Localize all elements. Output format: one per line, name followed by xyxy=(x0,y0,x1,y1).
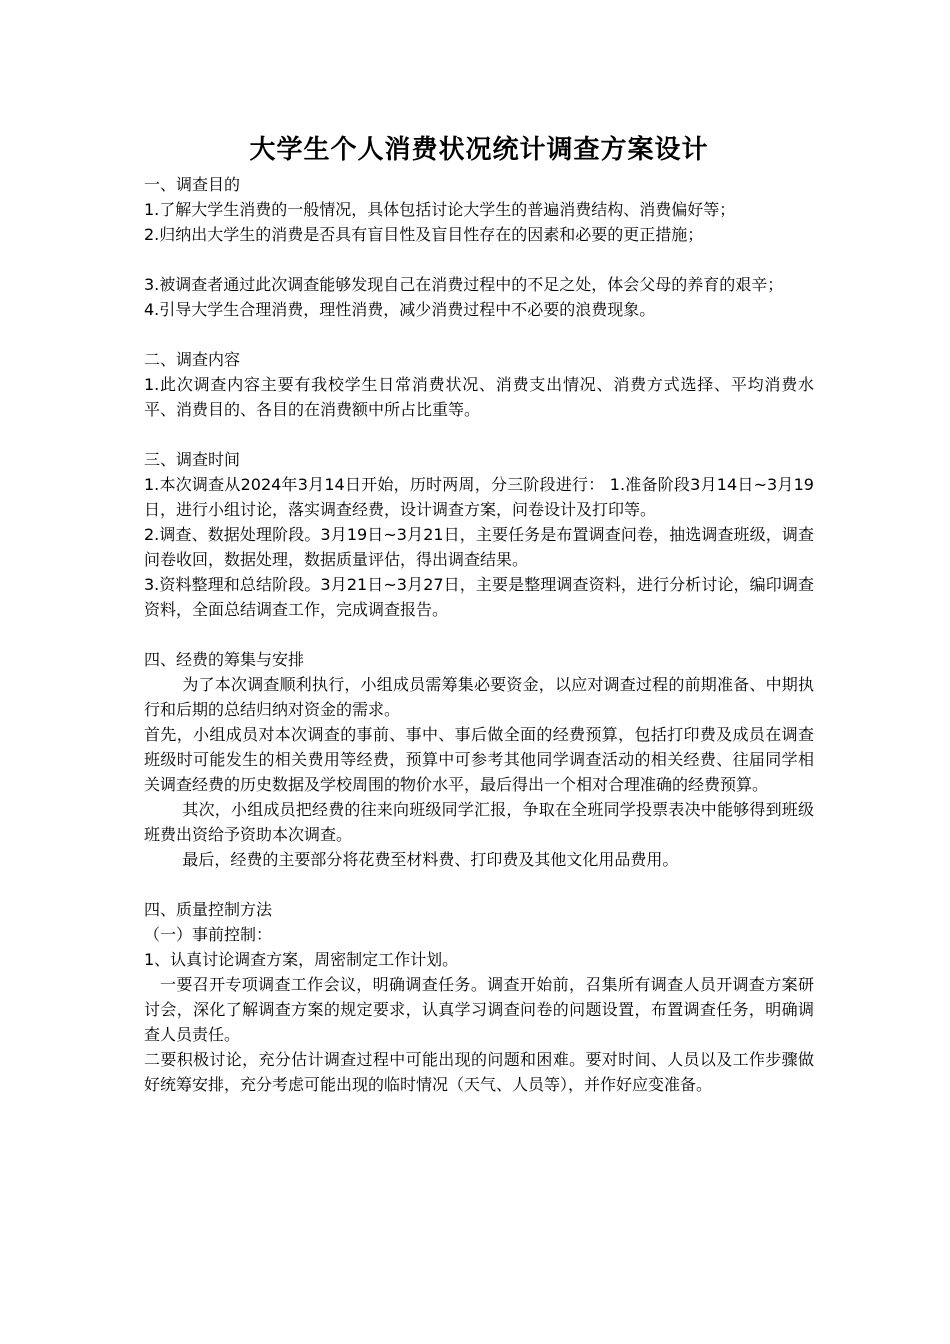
paragraph: 二要积极讨论，充分估计调查过程中可能出现的问题和困难。要对时间、人员以及工作步骤做好统筹安排，充分考虑可能出现的临时情况（天气、人员等），并作好应变准备。 xyxy=(144,1050,814,1094)
section-heading-purpose: 一、调查目的 xyxy=(144,175,241,194)
paragraph: 1.本次调查从2024年3月14日开始，历时两周，分三阶段进行： 1.准备阶段3月14日~3月19日，进行小组讨论，落实调查经费，设计调查方案，问卷设计及打印等。 xyxy=(144,475,814,519)
blank-line xyxy=(144,322,814,347)
blank-line xyxy=(144,422,814,447)
subsection-heading: （一）事前控制： xyxy=(144,925,273,944)
paragraph: 1.此次调查内容主要有我校学生日常消费状况、消费支出情况、消费方式选择、平均消费水平、消费目的、各目的在消费额中所占比重等。 xyxy=(144,375,814,419)
document-body xyxy=(144,172,814,1097)
blank-line xyxy=(144,247,814,272)
paragraph: 3.资料整理和总结阶段。3月21日~3月27日，主要是整理调查资料，进行分析讨论，编印调查资料，全面总结调查工作，完成调查报告。 xyxy=(144,575,814,619)
paragraph: 一要召开专项调查工作会议，明确调查任务。调查开始前，召集所有调查人员开调查方案研讨会，深化了解调查方案的规定要求，认真学习调查问卷的问题设置，布置调查任务，明确调查人员责任。 xyxy=(144,975,814,1044)
section-heading-content: 二、调查内容 xyxy=(144,350,241,369)
paragraph: 首先，小组成员对本次调查的事前、事中、事后做全面的经费预算，包括打印费及成员在调查班级时可能发生的相关费用等经费，预算中可参考其他同学调查活动的相关经费、往届同学相关调查经费的历史数据及学校周围的物价水平，最后得出一个相对合理准确的经费预算。 xyxy=(144,725,814,794)
section-heading-funding: 四、经费的筹集与安排 xyxy=(144,650,305,669)
paragraph: 4.引导大学生合理消费，理性消费，减少消费过程中不必要的浪费现象。 xyxy=(144,300,656,319)
paragraph: 最后，经费的主要部分将花费至材料费、打印费及其他文化用品费用。 xyxy=(182,850,679,869)
blank-line xyxy=(144,622,814,647)
document-page xyxy=(144,128,814,1097)
blank-line xyxy=(144,872,814,897)
paragraph: 其次，小组成员把经费的往来向班级同学汇报，争取在全班同学投票表决中能够得到班级班费出资给予资助本次调查。 xyxy=(144,800,814,844)
paragraph: 2.归纳出大学生的消费是否具有盲目性及盲目性存在的因素和必要的更正措施； xyxy=(144,225,704,244)
section-heading-quality: 四、质量控制方法 xyxy=(144,900,273,919)
section-heading-time: 三、调查时间 xyxy=(144,450,241,469)
paragraph: 1、认真讨论调查方案，周密制定工作计划。 xyxy=(144,950,459,969)
paragraph: 为了本次调查顺利执行，小组成员需筹集必要资金，以应对调查过程的前期准备、中期执行和后期的总结归纳对资金的需求。 xyxy=(144,675,814,719)
document-title: 大学生个人消费状况统计调查方案设计 xyxy=(249,135,709,165)
paragraph: 1.了解大学生消费的一般情况，具体包括讨论大学生的普遍消费结构、消费偏好等； xyxy=(144,200,736,219)
paragraph: 2.调查、数据处理阶段。3月19日~3月21日，主要任务是布置调查问卷，抽选调查班级，调查问卷收回，数据处理，数据质量评估，得出调查结果。 xyxy=(144,525,814,569)
paragraph: 3.被调查者通过此次调查能够发现自己在消费过程中的不足之处，体会父母的养育的艰辛； xyxy=(144,275,784,294)
